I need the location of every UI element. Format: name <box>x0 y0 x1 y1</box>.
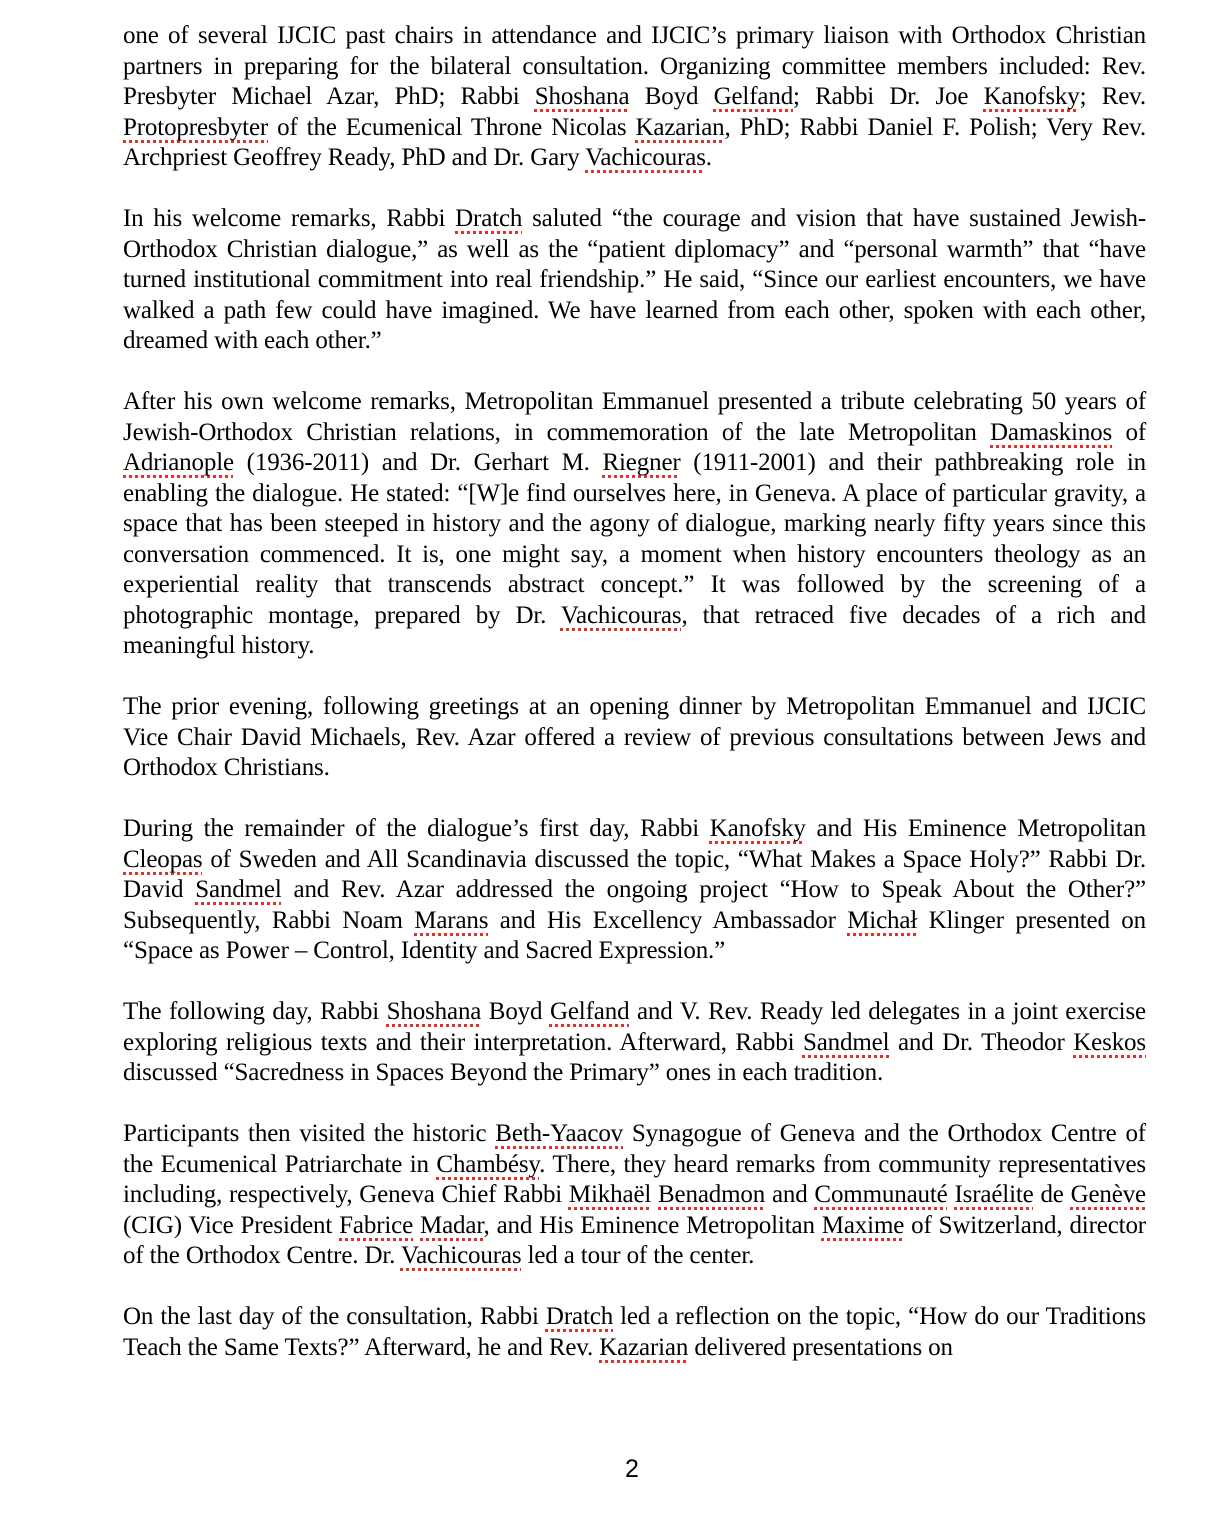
text-run: . <box>705 144 712 171</box>
paragraph <box>123 997 1146 1089</box>
spellcheck-flagged-word[interactable]: Chambésy <box>436 1150 540 1178</box>
text-run: Boyd <box>629 83 714 110</box>
paragraph <box>123 204 1146 357</box>
spellcheck-flagged-word[interactable]: Fabrice <box>339 1211 414 1239</box>
spellcheck-flagged-word[interactable]: Dratch <box>455 205 523 232</box>
spellcheck-flagged-word[interactable]: Kanofsky <box>709 815 806 842</box>
text-run: The prior evening, following greetings at an opening dinner by Metropolitan Emmanuel and IJCIC Vice Chair David Michaels, Rev. Azar offered a review of previous consultations between Jews and Orthodox Christians. <box>123 693 1146 781</box>
text-run: Klinger presented on “Space as Power – Control, Identity and Sacred Expression.” <box>123 906 1146 964</box>
text-run: one of several IJCIC past chairs in attendance and IJCIC’s primary liaison with Orthodox Christian partners in preparing for the bilateral consultation. Organizing committee members included: Rev. Presbyter Michael Azar, PhD; Rabbi <box>123 22 1146 110</box>
spellcheck-flagged-word[interactable]: Protopresbyter <box>123 113 269 141</box>
spellcheck-flagged-word[interactable]: Shoshana <box>534 83 630 110</box>
spellcheck-flagged-word[interactable]: Gelfand <box>713 83 794 110</box>
text-run: (1911-2001) and their pathbreaking role in enabling the dialogue. He stated: “[W]e find ourselves here, in Geneva. A place of particular gravity, a space that has been steeped in history and the agony of dialogue, marking nearly fifty years since this conversation commenced. It is, one might say, a moment when history encounters theology as an experiential reality that transcends abstract concept.” It was followed by the screening of a photographic montage, prepared by Dr. <box>123 449 1146 629</box>
text-run: and Dr. Theodor <box>889 1028 1074 1056</box>
spellcheck-flagged-word[interactable]: Sandmel <box>195 876 282 903</box>
spellcheck-flagged-word[interactable]: Kanofsky <box>983 83 1080 110</box>
text-run: The following day, Rabbi <box>123 998 387 1025</box>
text-run: In his welcome remarks, Rabbi <box>123 205 456 232</box>
spellcheck-flagged-word[interactable]: Keskos <box>1073 1028 1146 1056</box>
text-run: Synagogue of Geneva and the Orthodox Centre of the Ecumenical Patriarchate in <box>123 1120 1146 1178</box>
spellcheck-flagged-word[interactable]: Sandmel <box>802 1028 890 1056</box>
text-run <box>651 1181 658 1208</box>
text-run: , and His Eminence Metropolitan <box>483 1211 822 1239</box>
spellcheck-flagged-word[interactable]: Marans <box>414 906 489 934</box>
paragraph <box>123 1302 1146 1363</box>
spellcheck-flagged-word[interactable]: Riegner <box>602 449 681 476</box>
text-run: and His Eminence Metropolitan <box>805 815 1146 842</box>
spellcheck-flagged-word[interactable]: Kazarian <box>635 113 725 141</box>
text-run: and His Excellency Ambassador <box>488 906 848 934</box>
paragraph <box>123 692 1146 784</box>
spellcheck-flagged-word[interactable]: Beth-Yaacov <box>495 1120 624 1147</box>
text-run: On the last day of the consultation, Rabbi <box>123 1303 546 1330</box>
paragraph <box>123 814 1146 967</box>
spellcheck-flagged-word[interactable]: Madar <box>420 1211 484 1239</box>
text-run: (1936-2011) and Dr. Gerhart M. <box>233 449 603 476</box>
text-run <box>413 1212 420 1239</box>
text-run: , PhD; Rabbi Daniel F. Polish; Very Rev. Archpriest Geoffrey Ready, PhD and Dr. Gary <box>123 113 1146 171</box>
spellcheck-flagged-word[interactable]: Cleopas <box>123 845 203 873</box>
spellcheck-flagged-word[interactable]: Dratch <box>545 1303 614 1330</box>
spellcheck-flagged-word[interactable]: Shoshana <box>386 998 482 1025</box>
spellcheck-flagged-word[interactable]: Vachicouras <box>400 1242 522 1269</box>
text-run: ; Rev. <box>1079 83 1146 110</box>
spellcheck-flagged-word[interactable]: Communauté <box>814 1181 948 1208</box>
spellcheck-flagged-word[interactable]: Israélite <box>954 1181 1034 1208</box>
spellcheck-flagged-word[interactable]: Mikhaël <box>568 1181 652 1208</box>
spellcheck-flagged-word[interactable]: Maxime <box>821 1211 905 1239</box>
text-run: and V. Rev. Ready led delegates in a joint exercise exploring religious texts and their interpretation. Afterward, Rabbi <box>123 998 1146 1056</box>
text-run: led a tour of the center. <box>521 1242 755 1269</box>
text-run: of the Ecumenical Throne Nicolas <box>268 113 636 141</box>
text-run: saluted “the courage and vision that have sustained Jewish-Orthodox Christian dialogue,” as well as the “patient diplomacy” and “personal warmth” that “have turned institutional commitment into real friendship.” He said, “Since our earliest encounters, we have walked a path few could have imagined. We have learned from each other, spoken with each other, dreamed with each other.” <box>123 205 1146 354</box>
text-run: After his own welcome remarks, Metropolitan Emmanuel presented a tribute celebrating 50 years of Jewish-Orthodox Christian relations, in commemoration of the late Metropolitan <box>123 388 1146 446</box>
paragraph <box>123 21 1146 174</box>
document-body <box>123 21 1146 1394</box>
text-run: . There, they heard remarks from community representatives including, respectively, Geneva Chief Rabbi <box>123 1150 1146 1208</box>
paragraph <box>123 1119 1146 1272</box>
spellcheck-flagged-word[interactable]: Vachicouras <box>585 144 706 171</box>
text-run: During the remainder of the dialogue’s first day, Rabbi <box>123 815 710 842</box>
text-run: de <box>1033 1181 1071 1208</box>
text-run: delivered presentations on <box>688 1333 953 1361</box>
spellcheck-flagged-word[interactable]: Damaskinos <box>990 418 1113 446</box>
spellcheck-flagged-word[interactable]: Michał <box>847 906 918 934</box>
text-run: of <box>1112 418 1146 446</box>
spellcheck-flagged-word[interactable]: Vachicouras <box>560 601 682 629</box>
text-run: discussed “Sacredness in Spaces Beyond the Primary” ones in each tradition. <box>123 1059 884 1086</box>
text-run: Boyd <box>481 998 550 1025</box>
text-run: and Rev. Azar addressed the ongoing project “How to Speak About the Other?” Subsequently, Rabbi Noam <box>123 876 1146 934</box>
paragraph <box>123 387 1146 662</box>
text-run: Participants then visited the historic <box>123 1120 496 1147</box>
text-run: led a reflection on the topic, “How do our Traditions Teach the Same Texts?” Afterward, he and Rev. <box>123 1303 1146 1361</box>
spellcheck-flagged-word[interactable]: Benadmon <box>658 1181 766 1208</box>
spellcheck-flagged-word[interactable]: Gelfand <box>549 998 630 1025</box>
text-run: (CIG) Vice President <box>123 1211 340 1239</box>
spellcheck-flagged-word[interactable]: Adrianople <box>123 449 234 476</box>
text-run: of Switzerland, director of the Orthodox Centre. Dr. <box>123 1211 1146 1269</box>
spellcheck-flagged-word[interactable]: Genève <box>1070 1181 1147 1208</box>
text-run: and <box>765 1181 815 1208</box>
text-run: , that retraced five decades of a rich and meaningful history. <box>123 601 1147 659</box>
text-run: of Sweden and All Scandinavia discussed the topic, “What Makes a Space Holy?” Rabbi Dr. David <box>123 845 1146 903</box>
text-run: ; Rabbi Dr. Joe <box>793 83 984 110</box>
page-number: 2 <box>625 1455 639 1483</box>
spellcheck-flagged-word[interactable]: Kazarian <box>599 1333 689 1361</box>
